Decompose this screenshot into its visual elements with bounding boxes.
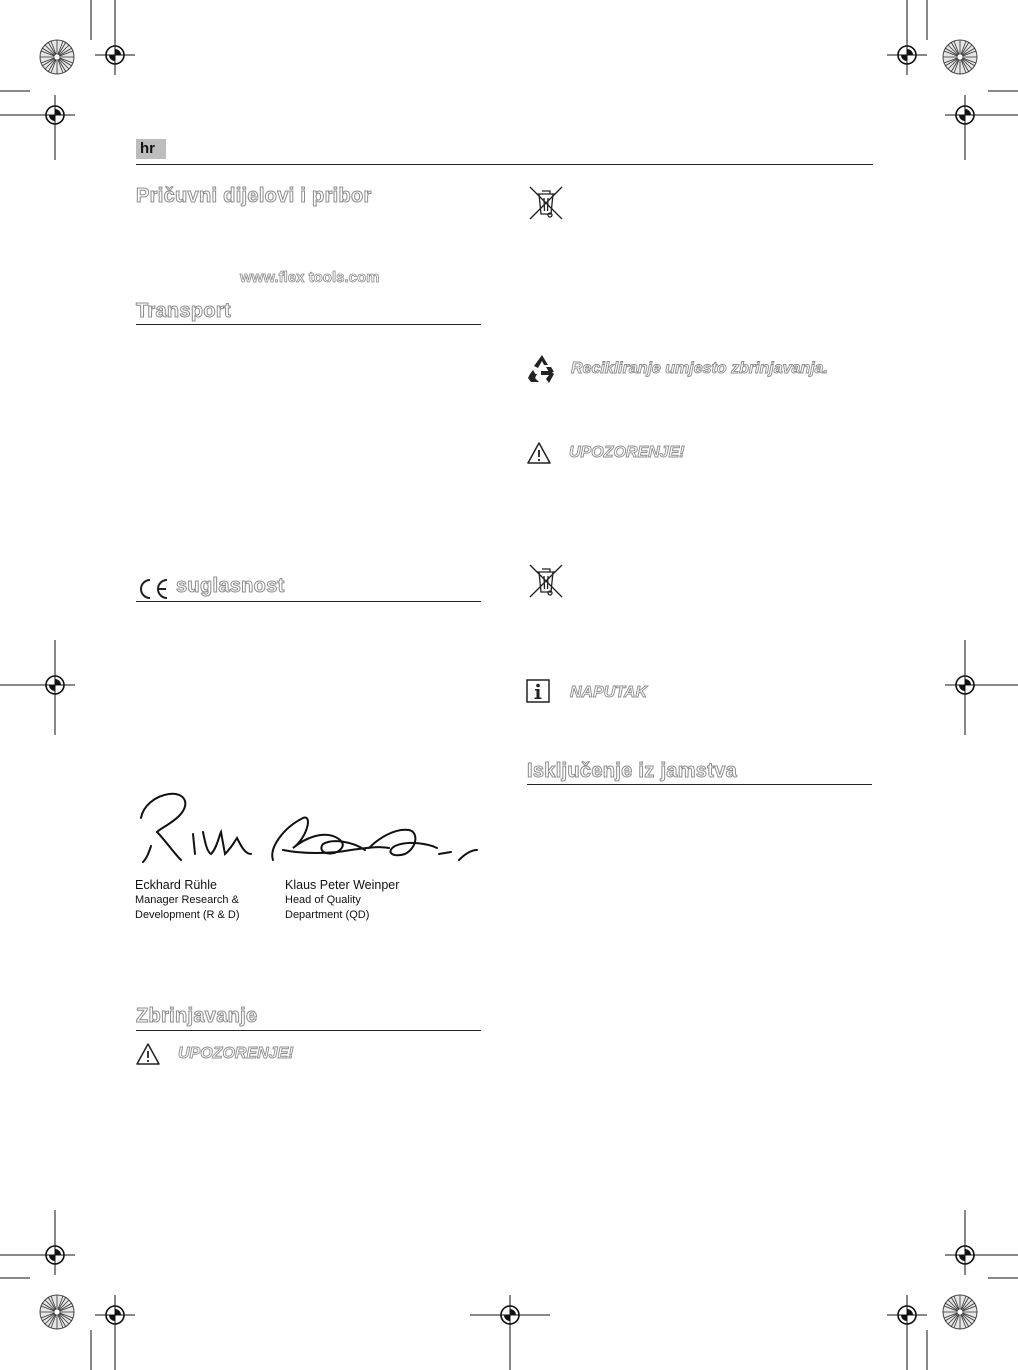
ce-mark-icon bbox=[136, 578, 170, 600]
disposal-heading: Zbrinjavanje bbox=[136, 1005, 258, 1027]
signatory-2-name: Klaus Peter Weinper bbox=[285, 878, 400, 892]
crossed-out-wheelie-bin-icon bbox=[527, 562, 565, 600]
ce-conformity-heading: suglasnost bbox=[176, 575, 285, 597]
color-wheel-icon bbox=[40, 40, 74, 74]
signatory-2-role: Head of Quality bbox=[285, 894, 361, 906]
color-wheel-icon bbox=[943, 40, 977, 74]
handwritten-signatures bbox=[133, 788, 478, 870]
transport-heading: Transport bbox=[136, 300, 231, 322]
transport-divider bbox=[136, 324, 481, 325]
spare-parts-heading: Pričuvni dijelovi i pribor bbox=[136, 185, 372, 207]
signatory-1-name: Eckhard Rühle bbox=[135, 878, 217, 892]
website-link[interactable]: www.flex tools.com bbox=[240, 269, 380, 286]
warning-label: UPOZORENJE! bbox=[569, 444, 685, 461]
signatory-1-role: Manager Research & bbox=[135, 894, 239, 906]
header-divider bbox=[136, 164, 873, 165]
language-badge: hr bbox=[136, 139, 166, 159]
warranty-divider bbox=[527, 784, 872, 785]
crossed-out-wheelie-bin-icon bbox=[527, 184, 565, 222]
recycling-note: Recikliranje umjesto zbrinjavanja. bbox=[571, 360, 828, 377]
note-label: NAPUTAK bbox=[570, 684, 648, 701]
ce-divider bbox=[136, 601, 481, 602]
recycle-icon bbox=[525, 352, 559, 386]
warranty-exclusion-heading: Isključenje iz jamstva bbox=[527, 760, 738, 782]
info-icon bbox=[526, 679, 550, 703]
disposal-divider bbox=[136, 1030, 481, 1031]
signatory-2-role: Department (QD) bbox=[285, 909, 370, 921]
signatory-1-role: Development (R & D) bbox=[135, 909, 240, 921]
warning-triangle-icon bbox=[527, 442, 551, 464]
disposal-warning-label: UPOZORENJE! bbox=[178, 1045, 294, 1062]
color-wheel-icon bbox=[943, 1295, 977, 1329]
warning-triangle-icon bbox=[136, 1043, 160, 1065]
color-wheel-icon bbox=[40, 1295, 74, 1329]
